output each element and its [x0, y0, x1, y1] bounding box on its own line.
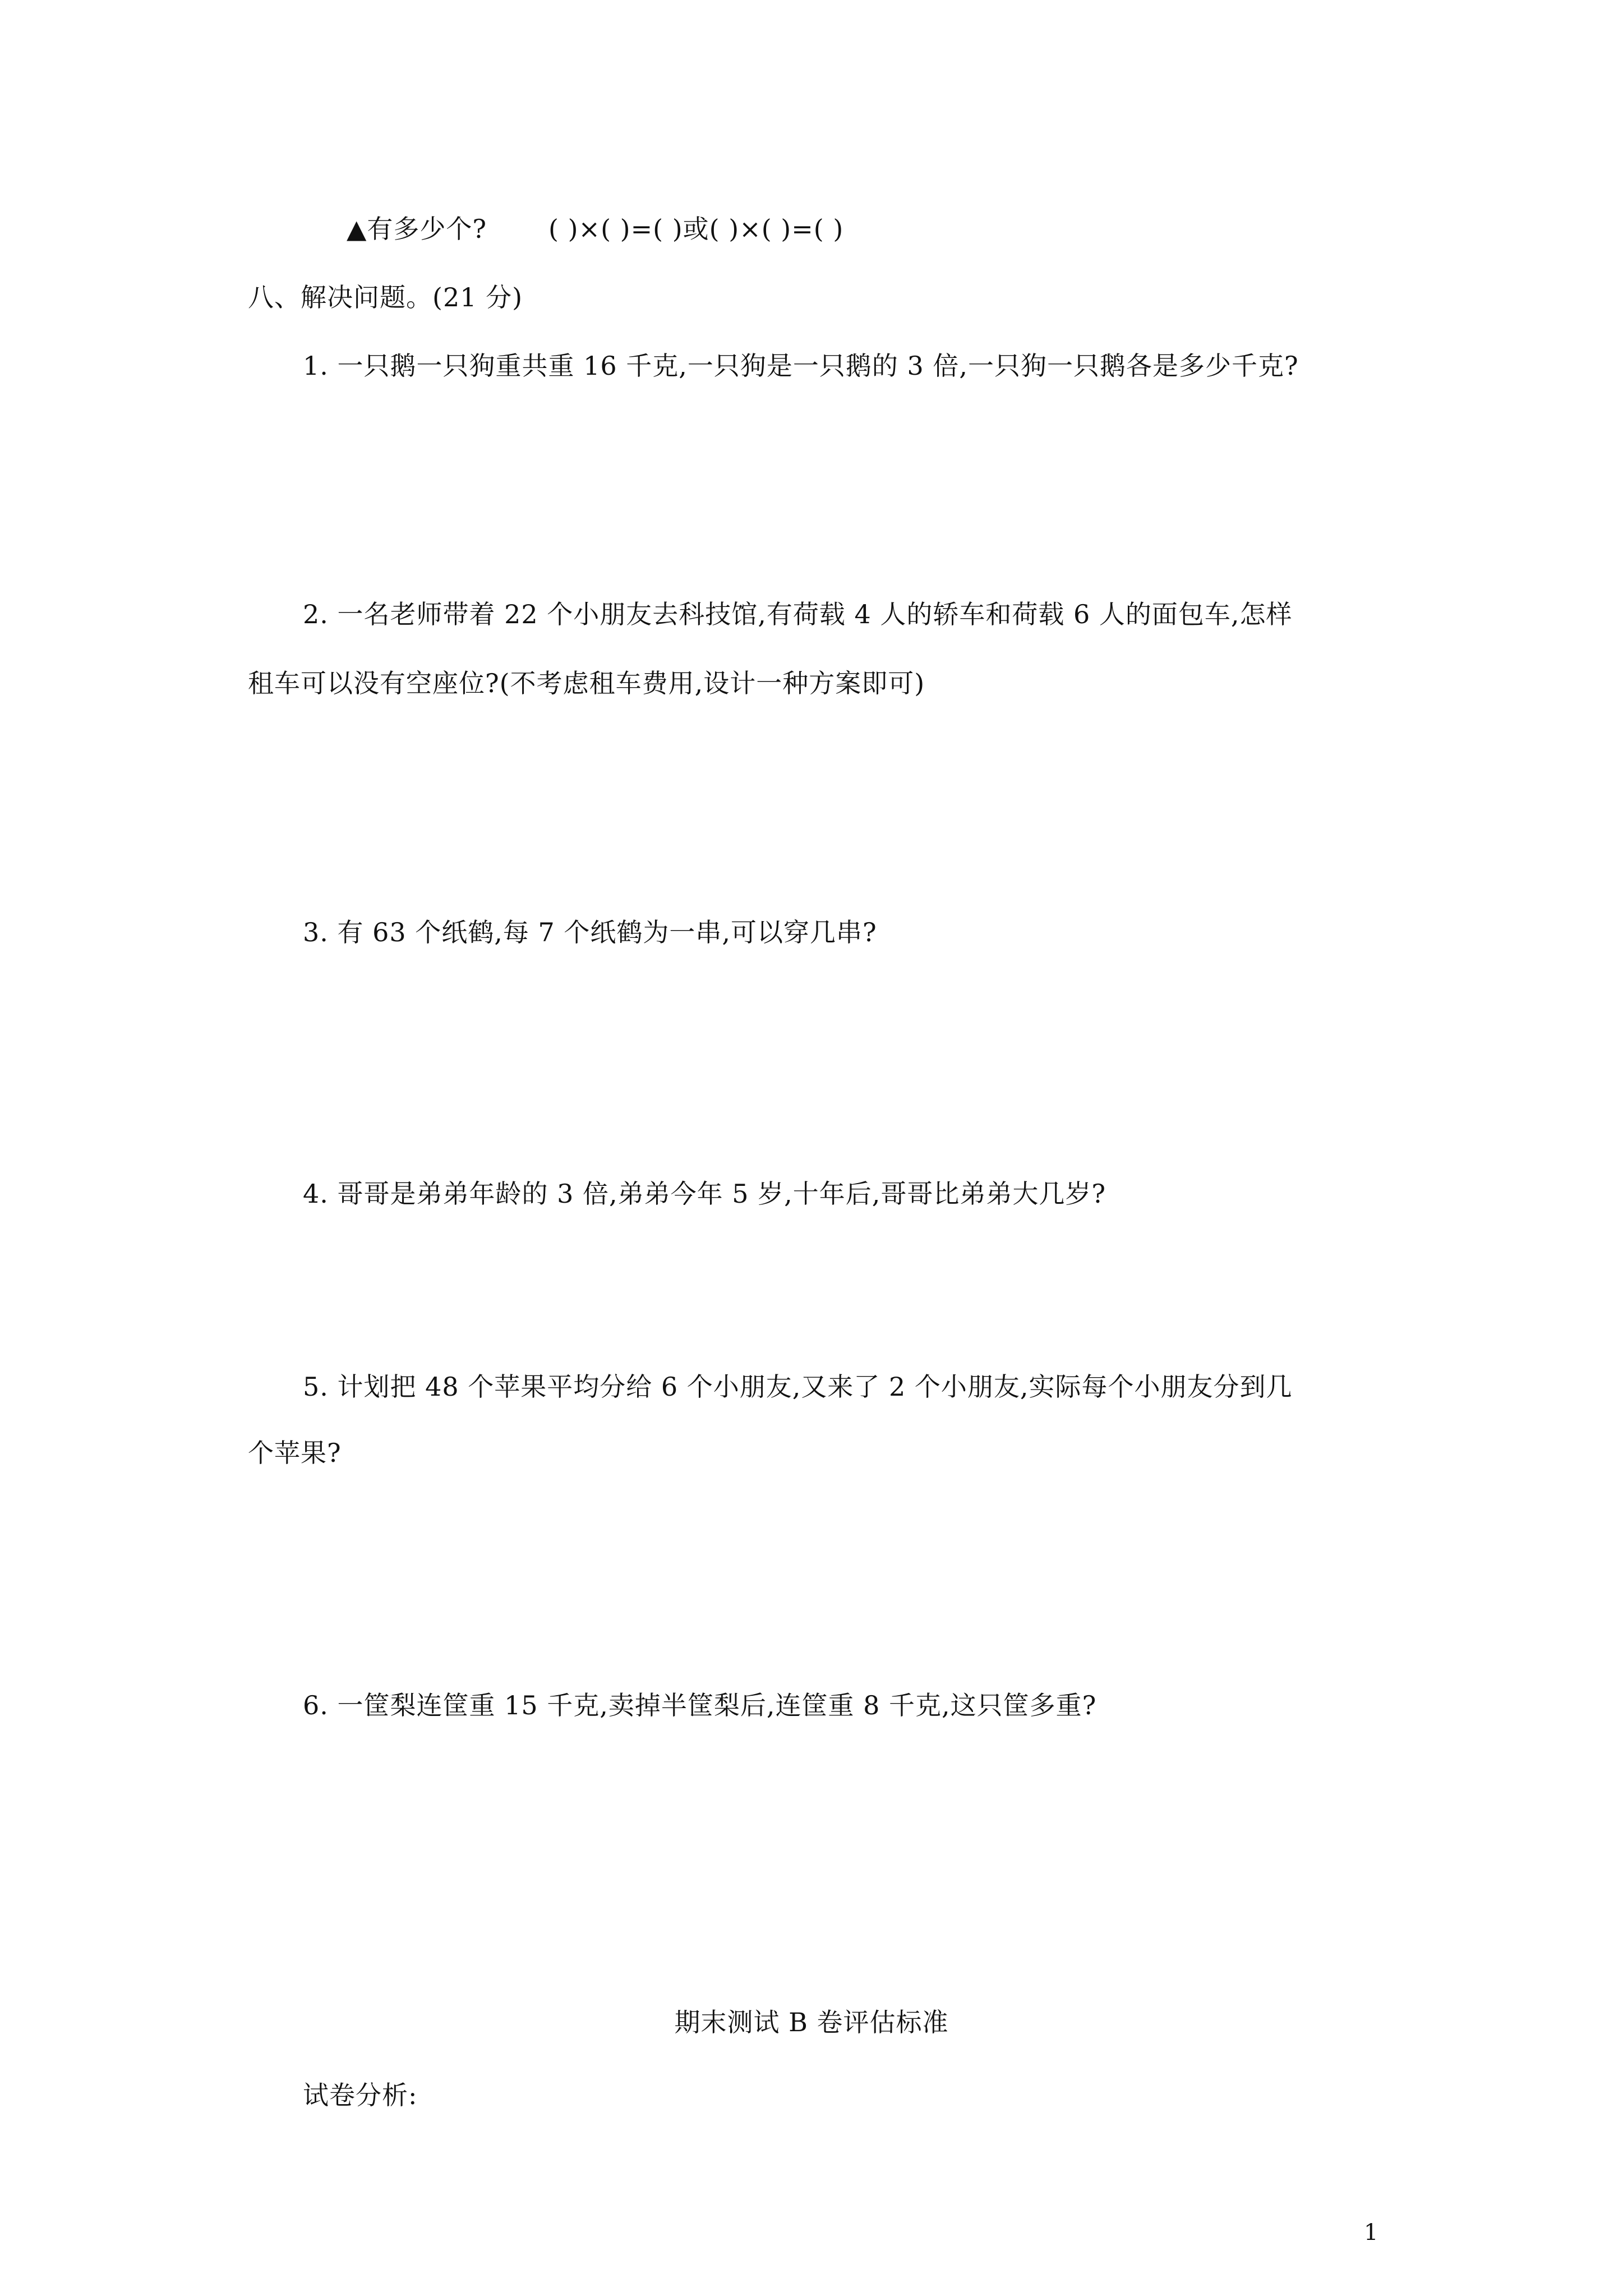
formula-question: ▲有多少个? — [347, 214, 487, 244]
page-number: 1 — [1364, 2220, 1378, 2246]
evaluation-title: 期末测试 B 卷评估标准 — [674, 2007, 949, 2037]
problem-5-line-1: 5. 计划把 48 个苹果平均分给 6 个小朋友,又来了 2 个小朋友,实际每个小朋友分到几 — [303, 1372, 1293, 1402]
problem-1-line-1: 1. 一只鹅一只狗重共重 16 千克,一只狗是一只鹅的 3 倍,一只狗一只鹅各是多少千克? — [303, 351, 1299, 381]
problem-2-line-2: 租车可以没有空座位?(不考虑租车费用,设计一种方案即可) — [248, 668, 925, 698]
problem-2-line-1: 2. 一名老师带着 22 个小朋友去科技馆,有荷载 4 人的轿车和荷载 6 人的面包车,怎样 — [303, 599, 1293, 629]
formula-expression: ( )×( )=( )或( )×( )=( ) — [548, 214, 844, 244]
problem-6-line-1: 6. 一筐梨连筐重 15 千克,卖掉半筐梨后,连筐重 8 千克,这只筐多重? — [303, 1690, 1097, 1720]
problem-3-line-1: 3. 有 63 个纸鹤,每 7 个纸鹤为一串,可以穿几串? — [303, 917, 877, 947]
section-heading: 八、解决问题。(21 分) — [248, 282, 523, 312]
formula-line — [347, 212, 843, 246]
analysis-label: 试卷分析: — [303, 2080, 418, 2110]
problem-4-line-1: 4. 哥哥是弟弟年龄的 3 倍,弟弟今年 5 岁,十年后,哥哥比弟弟大几岁? — [303, 1179, 1106, 1209]
problem-5-line-2: 个苹果? — [248, 1438, 342, 1468]
